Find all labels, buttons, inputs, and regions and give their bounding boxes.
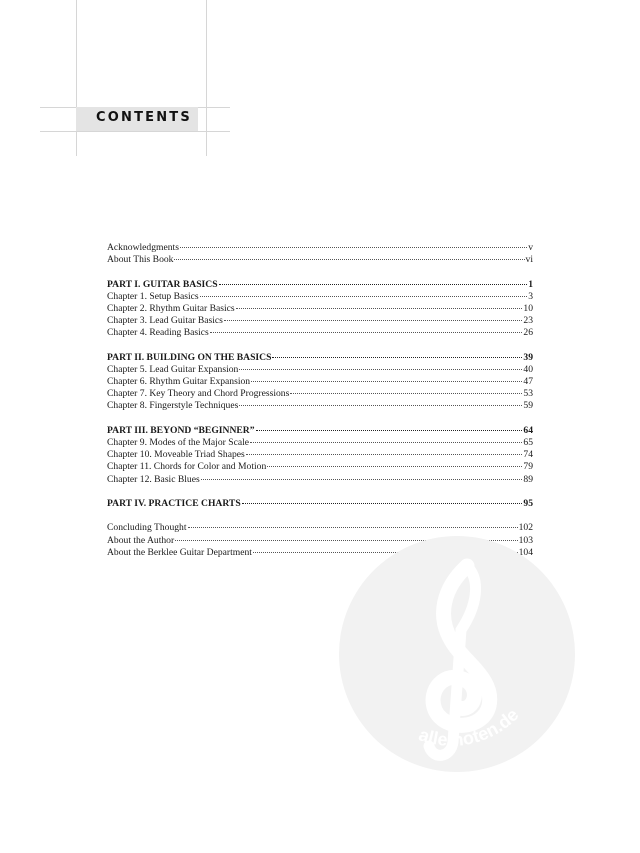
crop-mark-vertical-left: [76, 0, 77, 156]
toc-leader-dots: [267, 457, 522, 467]
toc-leader-dots: [174, 250, 524, 260]
toc-entry-label: Chapter 9. Modes of the Major Scale: [107, 437, 250, 448]
toc-leader-dots: [236, 299, 523, 309]
toc-entry-label: Chapter 2. Rhythm Guitar Basics: [107, 302, 235, 314]
toc-entry-label: Chapter 4. Reading Basics: [107, 327, 209, 339]
toc-leader-dots: [201, 470, 523, 480]
toc-entry-label: Chapter 7. Key Theory and Chord Progressions: [107, 388, 290, 400]
toc-part-title: PART IV. PRACTICE CHARTS: [107, 497, 241, 509]
toc-page-number: 3: [528, 290, 533, 302]
toc-page-number: 10: [523, 302, 533, 314]
table-of-contents: [107, 240, 533, 557]
toc-entry-label: Chapter 3. Lead Guitar Basics: [107, 315, 223, 327]
toc-part-title: PART III. BEYOND “BEGINNER”: [107, 424, 255, 436]
toc-part-title: PART I. GUITAR BASICS: [107, 278, 218, 290]
toc-page-number: vi: [525, 254, 533, 266]
toc-row[interactable]: [107, 325, 533, 337]
toc-entry-label: Acknowledgments: [107, 242, 179, 253]
toc-page-number: 39: [523, 351, 533, 363]
toc-leader-dots: [180, 238, 527, 248]
toc-entry-label: Chapter 5. Lead Guitar Expansion: [107, 363, 239, 375]
toc-page-number: 89: [523, 473, 533, 485]
toc-entry-label: Chapter 1. Setup Basics: [107, 290, 199, 302]
toc-leader-dots: [242, 494, 523, 504]
toc-row[interactable]: [107, 252, 533, 264]
toc-leader-dots: [290, 384, 522, 394]
toc-page-number: 47: [523, 376, 533, 388]
toc-entry-label: Chapter 11. Chords for Color and Motion: [107, 461, 267, 473]
toc-page-number: 102: [518, 522, 533, 534]
toc-page-number: 64: [523, 424, 533, 436]
toc-page-number: 1: [528, 278, 533, 290]
watermark: [339, 536, 575, 772]
toc-page-number: 79: [523, 461, 533, 473]
toc-page-number: 74: [523, 449, 533, 461]
toc-entry-label: Chapter 6. Rhythm Guitar Expansion: [107, 376, 251, 388]
toc-entry-label: Concluding Thought: [107, 522, 187, 534]
toc-page-number: 65: [523, 437, 533, 448]
toc-entry-label: Chapter 10. Moveable Triad Shapes: [107, 449, 245, 461]
page-title: CONTENTS: [96, 110, 192, 125]
toc-leader-dots: [239, 360, 522, 370]
toc-page-number: 53: [523, 388, 533, 400]
toc-page-number: 103: [518, 534, 533, 546]
toc-leader-dots: [219, 275, 528, 285]
toc-row[interactable]: [107, 398, 533, 410]
toc-page-number: 40: [523, 363, 533, 375]
toc-leader-dots: [210, 323, 523, 333]
toc-entry-label: Chapter 12. Basic Blues: [107, 473, 200, 485]
toc-page-number: 26: [523, 327, 533, 339]
toc-part-row[interactable]: [107, 496, 533, 508]
toc-entry-label: About the Author: [107, 534, 175, 546]
toc-leader-dots: [251, 372, 522, 382]
toc-part-title: PART II. BUILDING ON THE BASICS: [107, 351, 272, 363]
toc-page-number: 104: [518, 546, 533, 558]
toc-leader-dots: [272, 348, 522, 358]
toc-page-number: v: [528, 242, 533, 253]
toc-leader-dots: [246, 445, 523, 455]
toc-leader-dots: [239, 396, 522, 406]
crop-mark-vertical-right: [206, 0, 207, 156]
toc-page-number: 59: [523, 400, 533, 412]
watermark-text: alle-noten.de: [416, 704, 523, 750]
toc-leader-dots: [256, 421, 523, 431]
toc-leader-dots: [188, 518, 518, 528]
toc-entry-label: About This Book: [107, 254, 174, 266]
toc-leader-dots: [200, 287, 528, 297]
toc-page-number: 95: [523, 497, 533, 509]
toc-leader-dots: [250, 433, 522, 443]
toc-page-number: 23: [523, 315, 533, 327]
crop-mark-horizontal-bottom: [40, 131, 230, 132]
toc-leader-dots: [224, 311, 523, 321]
toc-row[interactable]: [107, 472, 533, 484]
toc-entry-label: About the Berklee Guitar Department: [107, 546, 252, 558]
toc-entry-label: Chapter 8. Fingerstyle Techniques: [107, 400, 239, 412]
